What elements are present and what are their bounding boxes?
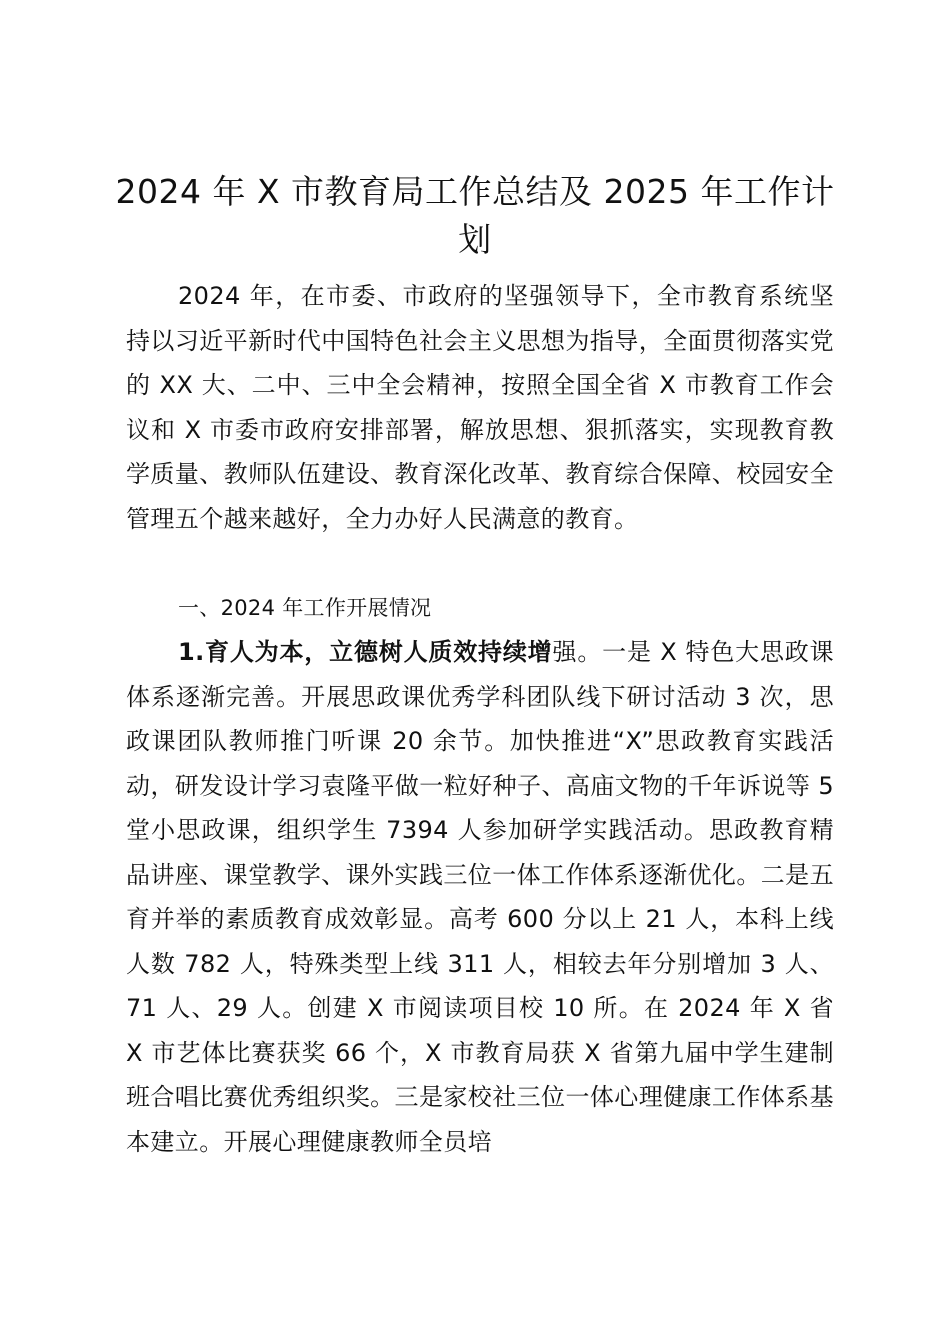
section-heading: 一、2024 年工作开展情况 xyxy=(178,596,432,620)
section1-paragraph xyxy=(126,630,834,1164)
section1-text: 强。一是 X 特色大思政课体系逐渐完善。开展思政课优秀学科团队线下研讨活动 3 次，思政课团队教师推门听课 20 余节。加快推进“X”思政教育实践活动，研发设计学习袁隆平做一粒好种子、高庙文物的千年诉说等 5 堂小思政课，组织学生 7394 人参加研学实践活动。思政教育精品讲座、课堂教学、课外实践三位一体工作体系逐渐优化。二是五育并举的素质教育成效彰显。高考 600 分以上 21 人，本科上线人数 782 人，特殊类型上线 311 人，相较去年分别增加 3 人、71 人、29 人。创建 X 市阅读项目校 10 所。在 2024 年 X 省 X 市艺体比赛获奖 66 个，X 市教育局获 X 省第九届中学生建制班合唱比赛优秀组织奖。三是家校社三位一体心理健康工作体系基本建立。开展心理健康教师全员培 xyxy=(126,638,834,1156)
document-title: 2024 年 X 市教育局工作总结及 2025 年工作计划 xyxy=(115,172,835,259)
section1-lead: 1.育人为本，立德树人质效持续增 xyxy=(178,638,553,666)
intro-paragraph: 2024 年，在市委、市政府的坚强领导下，全市教育系统坚持以习近平新时代中国特色社会主义思想为指导，全面贯彻落实党的 XX 大、二中、三中全会精神，按照全国全省 X 市教育工作会议和 X 市委市政府安排部署，解放思想、狠抓落实，实现教育教学质量、教师队伍建设、教育深化改革、教育综合保障、校园安全管理五个越来越好，全力办好人民满意的教育。 xyxy=(126,282,834,533)
